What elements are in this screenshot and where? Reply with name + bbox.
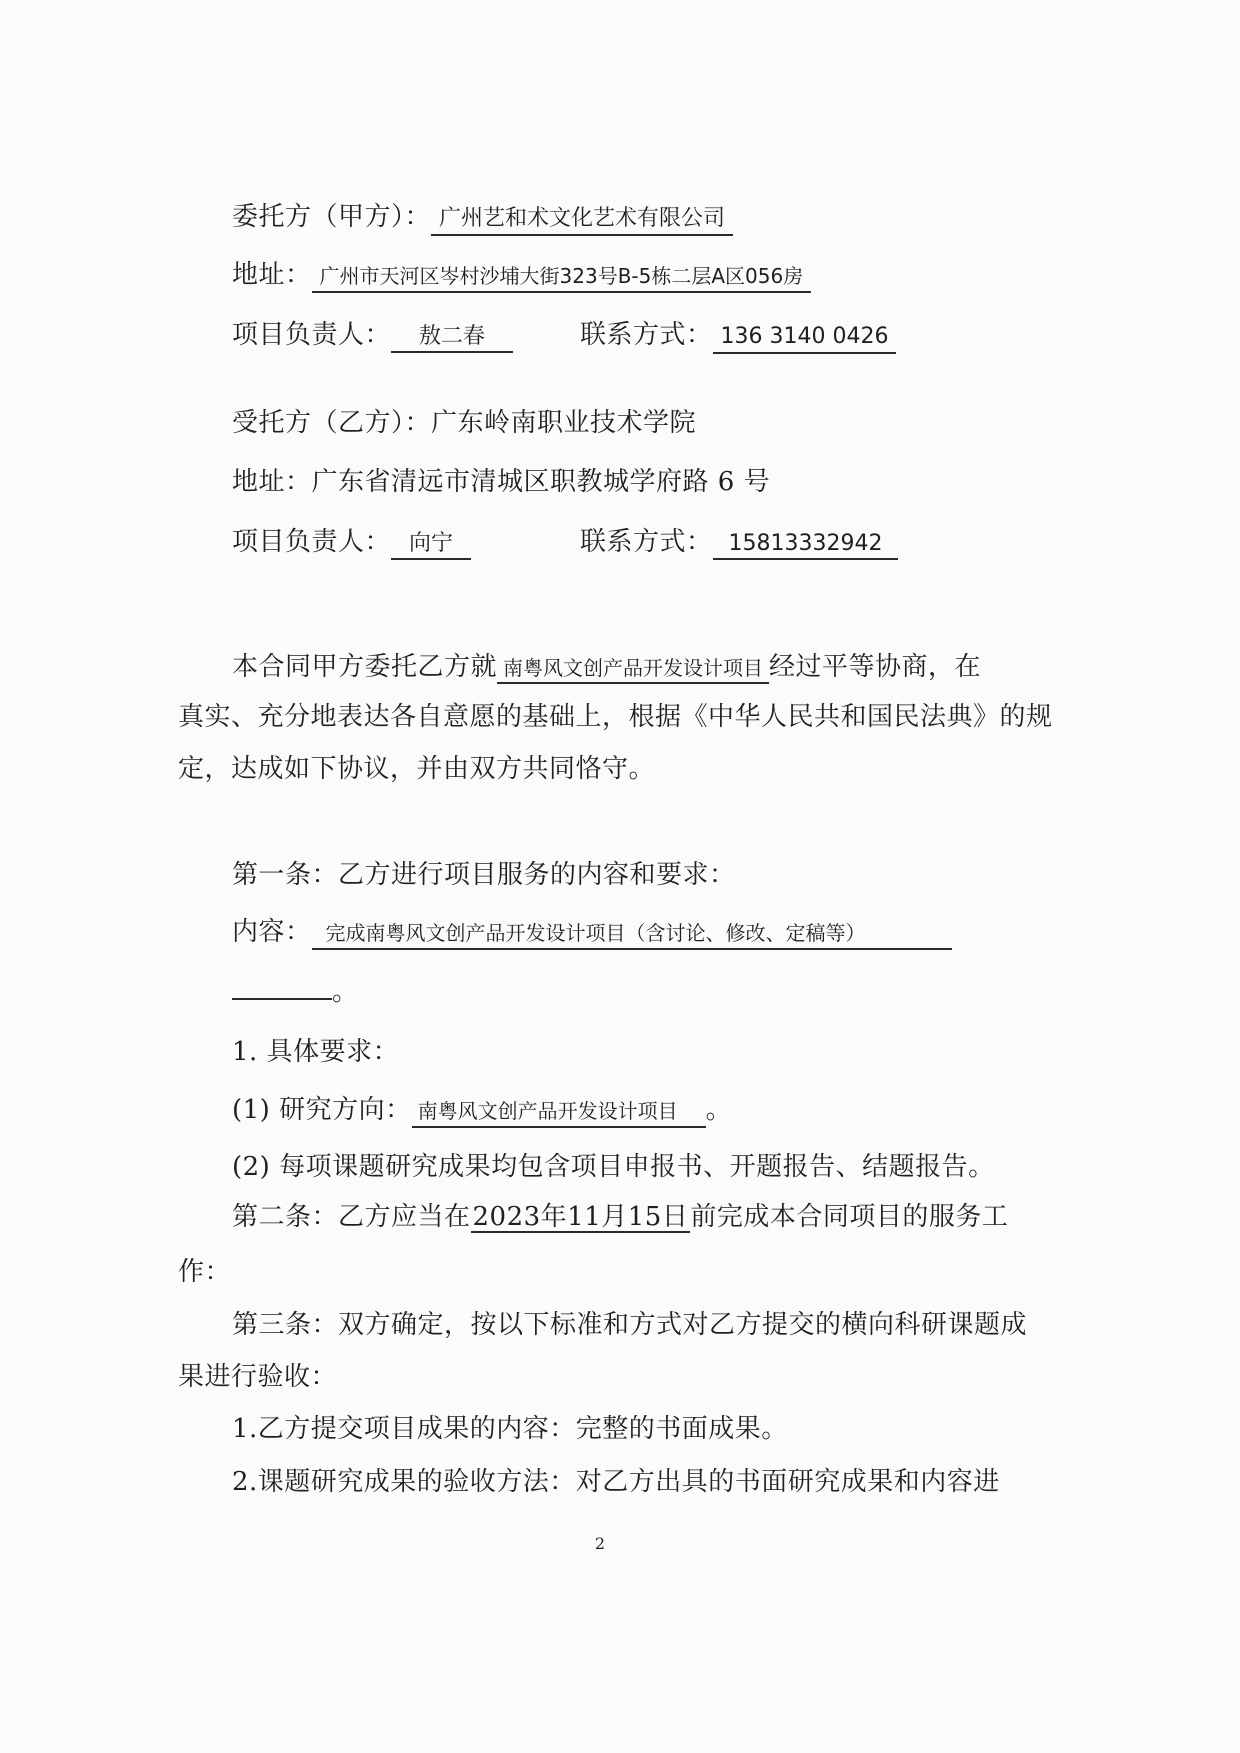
intro-line-1 [232,650,981,684]
party-b-name: 广东岭南职业技术学院 [431,408,697,438]
article1-content-continuation [232,975,359,1009]
article1-heading: 第一条：乙方进行项目服务的内容和要求： [232,860,736,890]
article3-item-2: 2.课题研究成果的验收方法：对乙方出具的书面研究成果和内容进 [232,1467,1000,1497]
party-b-label: 受托方（乙方）： [232,408,432,438]
article1-content-end: 。 [332,977,359,1007]
party-a-address-row [232,258,811,293]
party-b-row [232,406,696,440]
content-blank-line [232,976,332,1000]
party-b-leader-row [232,525,471,560]
party-a-leader: 敖二春 [391,323,513,353]
party-a-contact-row [580,318,896,354]
party-a-address: 广州市天河区岑村沙埔大街323号B-5栋二层A区056房 [312,262,812,293]
party-b-address-row [232,465,770,499]
party-a-leader-label: 项目负责人： [232,320,392,350]
intro-text-2: 经过平等协商，在 [769,652,982,682]
party-b-contact-label: 联系方式： [580,527,713,557]
article1-req-heading: 1. 具体要求： [232,1037,400,1067]
party-a-row [232,200,733,236]
page-number: 2 [594,1534,606,1553]
party-a-contact-label: 联系方式： [580,320,713,350]
intro-project: 南粤风文创产品开发设计项目 [497,654,769,684]
item1-end: 。 [705,1095,733,1125]
article1-content-row [232,915,952,950]
party-a-address-label: 地址： [232,260,312,290]
article3-line-1: 第三条：双方确定，按以下标准和方式对乙方提交的横向科研课题成 [232,1310,1028,1340]
article1-item-2: (2) 每项课题研究成果均包含项目申报书、开题报告、结题报告。 [232,1152,995,1182]
intro-text-1: 本合同甲方委托乙方就 [232,652,498,682]
item1-value: 南粤风文创产品开发设计项目 [412,1097,706,1128]
party-b-address-label: 地址： [232,467,312,497]
article2-line-2: 作： [178,1257,232,1287]
article3-line-2: 果进行验收： [178,1362,338,1392]
article2-date: 2023年11月15日 [472,1202,689,1232]
party-b-address: 广东省清远市清城区职教城学府路 6 号 [311,467,771,497]
article3-item-1: 1.乙方提交项目成果的内容：完整的书面成果。 [232,1414,788,1444]
party-b-contact: 15813332942 [713,530,899,560]
intro-line-2: 真实、充分地表达各自意愿的基础上，根据《中华人民共和国民法典》的规 [178,702,1053,732]
intro-line-3: 定，达成如下协议，并由双方共同恪守。 [178,754,656,784]
party-b-leader-label: 项目负责人： [232,527,392,557]
article1-item-1 [232,1093,732,1128]
item1-label: (1) 研究方向： [232,1095,412,1125]
party-a-leader-row [232,318,513,353]
party-b-leader: 向宁 [391,530,471,560]
party-a-label: 委托方（甲方）： [232,202,432,232]
article2-text-2: 前完成本合同项目的服务工 [690,1202,1009,1232]
party-a-contact: 136 3140 0426 [713,323,897,354]
party-b-contact-row [580,525,898,560]
article1-content-label: 内容： [232,917,312,947]
article2-line-1 [232,1200,1008,1234]
article2-text-1: 第二条：乙方应当在 [232,1202,471,1232]
article1-content: 完成南粤风文创产品开发设计项目（含讨论、修改、定稿等） [312,919,952,950]
party-a-name: 广州艺和术文化艺术有限公司 [431,205,733,236]
